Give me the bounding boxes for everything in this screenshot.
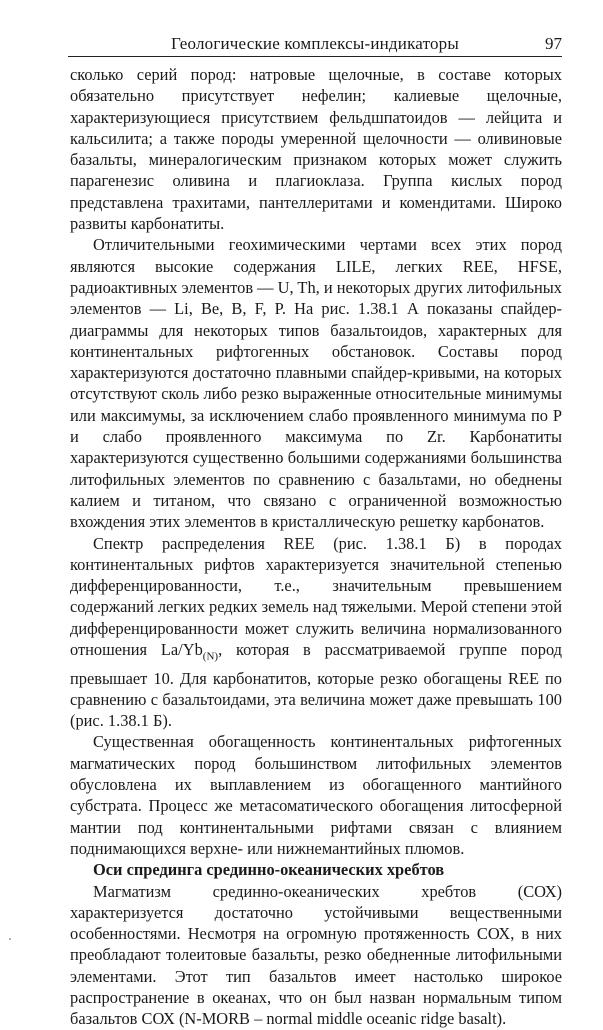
section-heading: Оси спрединга срединно-океанических хребтов xyxy=(93,860,445,880)
paragraph-mor-magmatism: Магматизм срединно-океанических хребтов (СОХ) характеризуется достаточно устойчивыми вещественными особенностями. Несмотря на огромную протяженность СОХ, в них преобладают толеитовые базальты, резко обедненные литофильными элементами. Этот тип базальтов имеет настолько широкое распространение в океанах, что он был назван нормальным типом базальтов СОХ (N-MORB – normal middle oceanic ridge basalt). xyxy=(70,881,562,1029)
ree-ratio-subscript: (N) xyxy=(202,650,219,663)
ree-text-part-2: , которая в рассматриваемой группе пород превышает 10. Для карбонатитов, которые резко обогащены REE по сравнению с базальтоидами, эта величина может даже превышать 100 (рис. 1.38.1 Б). xyxy=(70,640,563,731)
page-number: 97 xyxy=(545,34,562,53)
scan-artifact-dot xyxy=(9,938,11,940)
paragraph-geochemistry: Отличительными геохимическими чертами всех этих пород являются высокие содержания LILE, легких REE, HFSE, радиоактивных элементов — U, Th, и некоторых других литофильных элементов — Li, Be, B, F, P. На рис. 1.38.1 А показаны спайдер-диаграммы для некоторых типов базальтоидов, характерных для континентальных рифтогенных обстановок. Составы пород характеризуются достаточно плавными спайдер-кривыми, на которых отсутствуют сколь либо резко выраженные относительные минимумы или максимумы, за исключением слабо проявленного минимума по P и слабо проявленного максимума по Zr. Карбонатиты характеризуются существенно большими содержаниями большинства литофильных элементов по сравнению с базальтами, но обеднены калием и титаном, что связано с ограниченной возможностью вхождения этих элементов в кристаллическую решетку карбонатов. xyxy=(70,235,562,532)
body-text xyxy=(70,64,562,1030)
running-header xyxy=(68,32,562,57)
paragraph-enrichment: Существенная обогащенность континентальных рифтогенных магматических пород большинством литофильных элементов обусловлена их выплавлением из обогащенного мантийного субстрата. Процесс же метасоматического обогащения литосферной мантии под континентальными рифтами связан с влиянием поднимающихся верхне- или нижнемантийных плюмов. xyxy=(70,732,562,858)
ree-text-part-1: Спектр распределения REE (рис. 1.38.1 Б) в породах континентальных рифтов характеризуется значительной степенью дифференцированности, т.е., значительным превышением содержаний легких редких земель над тяжелыми. Мерой степени этой дифференцированности может служить величина нормализованного отношения La/Yb xyxy=(70,533,562,660)
paragraph-ree-spectrum xyxy=(70,533,562,732)
paragraph-continuation: сколько серий пород: натровые щелочные, в составе которых обязательно присутствует нефелин; калиевые щелочные, характеризующиеся присутствием фельдшпатоидов — лейцита и кальсилита; а также породы умеренной щелочности — оливиновые базальты, минералогическим признаком которых может служить парагенезис оливина и плагиоклаза. Группа кислых пород представлена трахитами, пантеллеритами и комендитами. Широко развиты карбонатиты. xyxy=(70,65,562,234)
running-header-title: Геологические комплексы-индикаторы xyxy=(170,34,460,53)
